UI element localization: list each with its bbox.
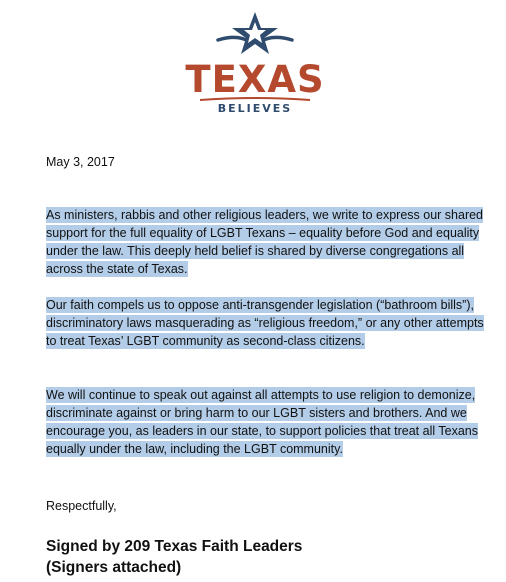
paragraph-1-text: As ministers, rabbis and other religious leaders, we write to express our shared support for the full equality of LGBT Texans – equality before God and equality under the law. This deeply held belief is shared by diverse congregations all across the state of Texas. bbox=[46, 208, 484, 276]
signers-note: (Signers attached) bbox=[46, 559, 182, 576]
letter-date: May 3, 2017 bbox=[46, 155, 115, 169]
paragraph-2 bbox=[46, 296, 496, 350]
logo-tagline: BELIEVES bbox=[217, 102, 293, 115]
closing-salutation: Respectfully, bbox=[46, 499, 117, 513]
paragraph-3 bbox=[46, 386, 496, 458]
paragraph-1 bbox=[46, 206, 496, 278]
logo-wordmark: TEXAS bbox=[185, 58, 325, 101]
paragraph-2-text: Our faith compels us to oppose anti-transgender legislation (“bathroom bills”), discriminatory laws masquerading as “religious freedom,” or any other attempts to treat Texas’ LGBT community as second-class citizens. bbox=[46, 298, 484, 348]
texas-believes-logo bbox=[180, 10, 330, 120]
paragraph-3-text: We will continue to speak out against all attempts to use religion to demonize, discriminate against or bring harm to our LGBT sisters and brothers. And we encourage you, as leaders in our state, to support policies that treat all Texans equally under the law, including the LGBT community. bbox=[46, 388, 478, 456]
signed-by-heading: Signed by 209 Texas Faith Leaders bbox=[46, 538, 303, 555]
